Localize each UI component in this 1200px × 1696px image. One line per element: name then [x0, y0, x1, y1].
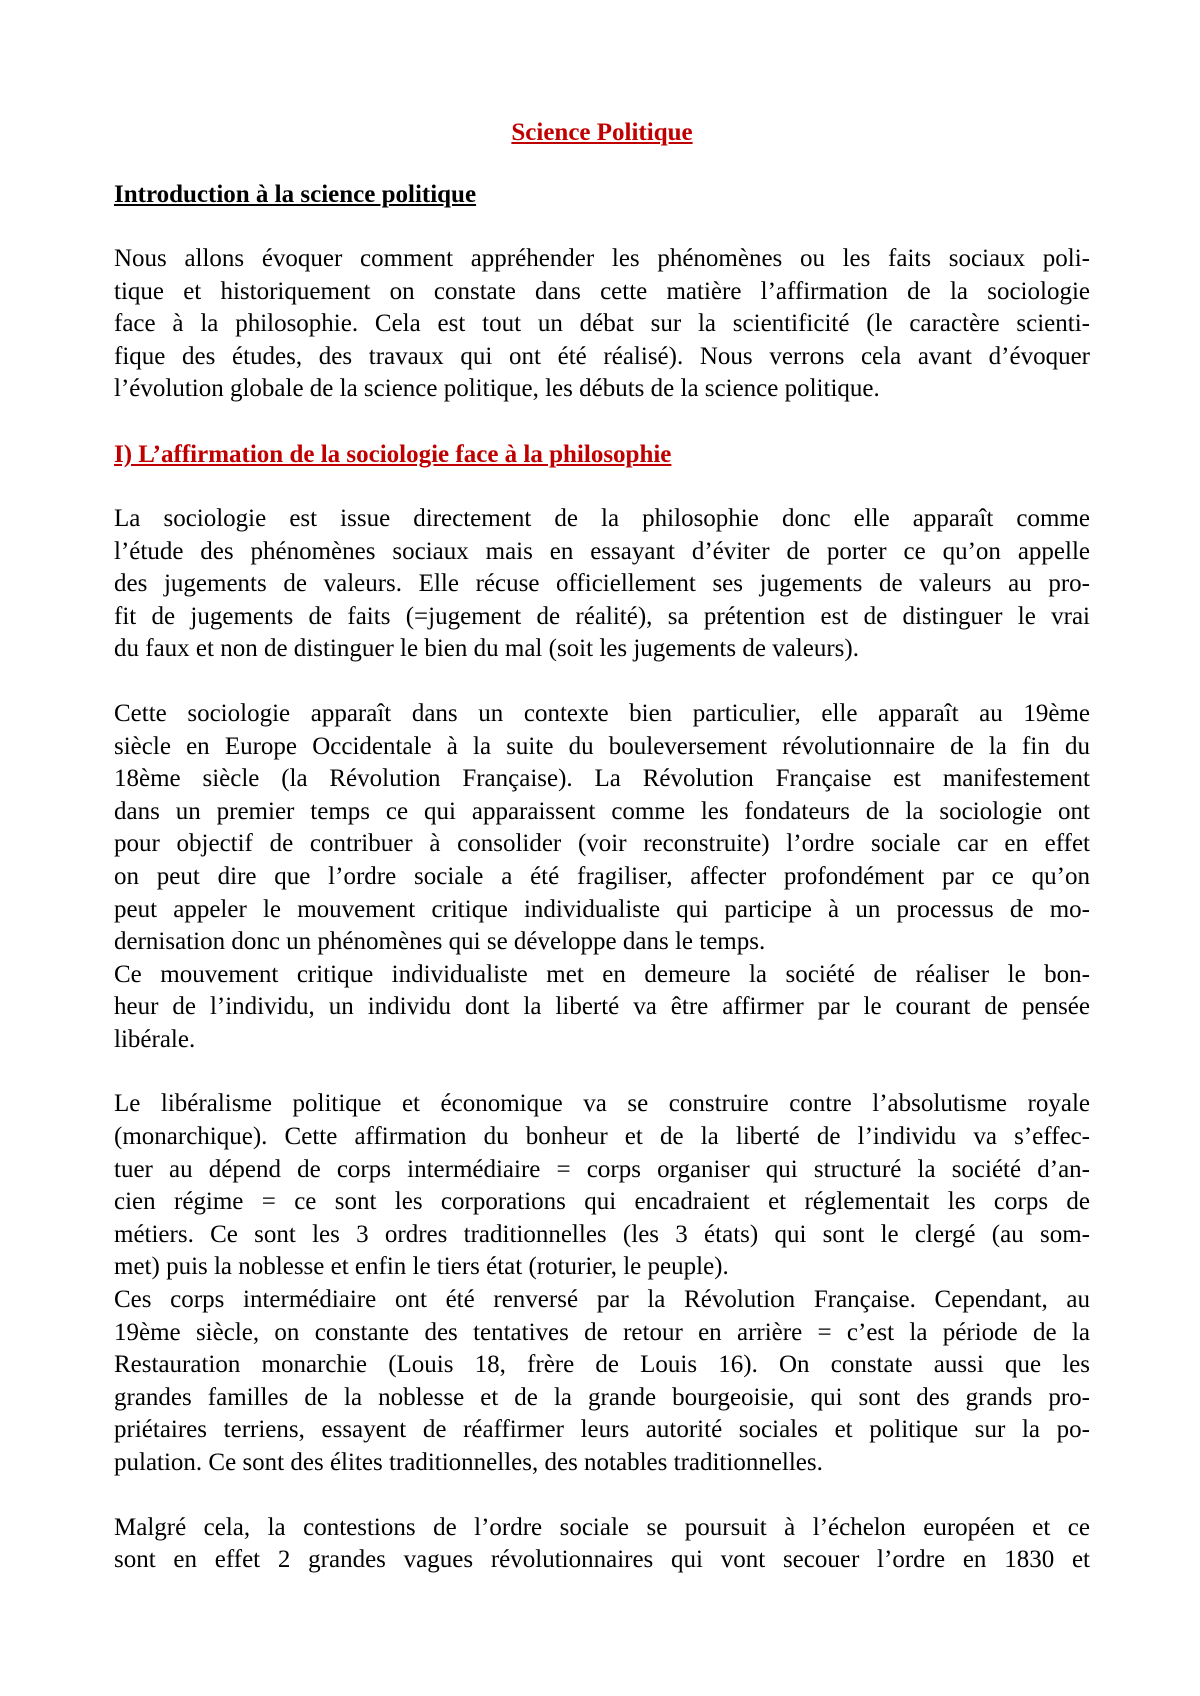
text-line: Ces corps intermédiaire ont été renversé par la Révolution Française. Cependant, au — [114, 1286, 1090, 1314]
text-line: peut appeler le mouvement critique individualiste qui participe à un processus de mo- — [114, 895, 1090, 923]
paragraph-mouvement-critique — [114, 959, 1090, 1057]
text-line: Malgré cela, la contestions de l’ordre sociale se poursuit à l’échelon européen et ce — [114, 1513, 1090, 1541]
text-line: 19ème siècle, on constante des tentatives de retour en arrière = c’est la période de la — [114, 1318, 1090, 1346]
text-line: libérale. — [114, 1025, 196, 1053]
text-line: Le libéralisme politique et économique va se construire contre l’absolutisme royale — [114, 1090, 1090, 1118]
document-title: Science Politique — [511, 119, 693, 146]
text-line: pulation. Ce sont des élites traditionnelles, des notables traditionnelles. — [114, 1449, 823, 1476]
text-line: pour objectif de contribuer à consolider (voir reconstruite) l’ordre sociale car en effet — [114, 830, 1090, 858]
text-line: dernisation donc un phénomènes qui se développe dans le temps. — [114, 928, 766, 956]
paragraph-sociologie — [114, 503, 1090, 666]
paragraph-contexte — [114, 698, 1090, 959]
text-line: Ce mouvement critique individualiste met en demeure la société de réaliser le bon- — [114, 960, 1090, 988]
paragraph-intro — [114, 243, 1090, 406]
text-line: face à la philosophie. Cela est tout un débat sur la scientificité (le caractère scienti- — [114, 310, 1090, 338]
text-line: du faux et non de distinguer le bien du mal (soit les jugements de valeurs). — [114, 635, 859, 663]
heading-section-1: I) L’affirmation de la sociologie face à la philosophie — [114, 440, 672, 468]
text-line: on peut dire que l’ordre sociale a été fragiliser, affecter profondément par ce qu’on — [114, 862, 1090, 890]
text-line: métiers. Ce sont les 3 ordres traditionnelles (les 3 états) qui sont le clergé (au som- — [114, 1220, 1090, 1248]
text-line: tuer au dépend de corps intermédiaire = corps organiser qui structuré la société d’an- — [114, 1155, 1090, 1183]
paragraph-corps-intermediaire — [114, 1284, 1090, 1480]
text-line: l’évolution globale de la science politique, les débuts de la science politique. — [114, 375, 880, 403]
text-line: (monarchique). Cette affirmation du bonheur et de la liberté de l’individu va s’effec- — [114, 1123, 1090, 1151]
text-line: heur de l’individu, un individu dont la liberté va être affirmer par le courant de pensée — [114, 993, 1090, 1021]
text-line: grandes familles de la noblesse et de la grande bourgeoisie, qui sont des grands pro- — [114, 1383, 1090, 1411]
text-line: met) puis la noblesse et enfin le tiers état (roturier, le peuple). — [114, 1253, 729, 1281]
text-line: tique et historiquement on constate dans cette matière l’affirmation de la sociologie — [114, 277, 1090, 305]
text-line: Restauration monarchie (Louis 18, frère de Louis 16). On constate aussi que les — [114, 1351, 1090, 1379]
heading-introduction: Introduction à la science politique — [114, 181, 477, 208]
text-line: siècle en Europe Occidentale à la suite du bouleversement révolutionnaire de la fin du — [114, 732, 1090, 760]
paragraph-contestation — [114, 1512, 1090, 1577]
text-line: l’étude des phénomènes sociaux mais en essayant d’éviter de porter ce qu’on appelle — [114, 537, 1090, 565]
text-line: sont en effet 2 grandes vagues révolutionnaires qui vont secouer l’ordre en 1830 et — [114, 1546, 1090, 1574]
text-line: Cette sociologie apparaît dans un contexte bien particulier, elle apparaît au 19ème — [114, 699, 1090, 727]
text-line: fit de jugements de faits (=jugement de réalité), sa prétention est de distinguer le vrai — [114, 602, 1090, 630]
text-line: cien régime = ce sont les corporations qui encadraient et réglementait les corps de — [114, 1188, 1090, 1216]
text-line: dans un premier temps ce qui apparaissent comme les fondateurs de la sociologie ont — [114, 797, 1090, 825]
text-line: 18ème siècle (la Révolution Française). La Révolution Française est manifestement — [114, 765, 1090, 793]
text-line: fique des études, des travaux qui ont été réalisé). Nous verrons cela avant d’évoquer — [114, 342, 1090, 370]
text-line: Nous allons évoquer comment appréhender les phénomènes ou les faits sociaux poli- — [114, 245, 1090, 272]
text-line: priétaires terriens, essayent de réaffirmer leurs autorité sociales et politique sur la po- — [114, 1416, 1090, 1444]
paragraph-liberalisme — [114, 1088, 1090, 1284]
text-line: des jugements de valeurs. Elle récuse officiellement ses jugements de valeurs au pro- — [114, 570, 1090, 598]
text-line: La sociologie est issue directement de la philosophie donc elle apparaît comme — [114, 504, 1090, 532]
